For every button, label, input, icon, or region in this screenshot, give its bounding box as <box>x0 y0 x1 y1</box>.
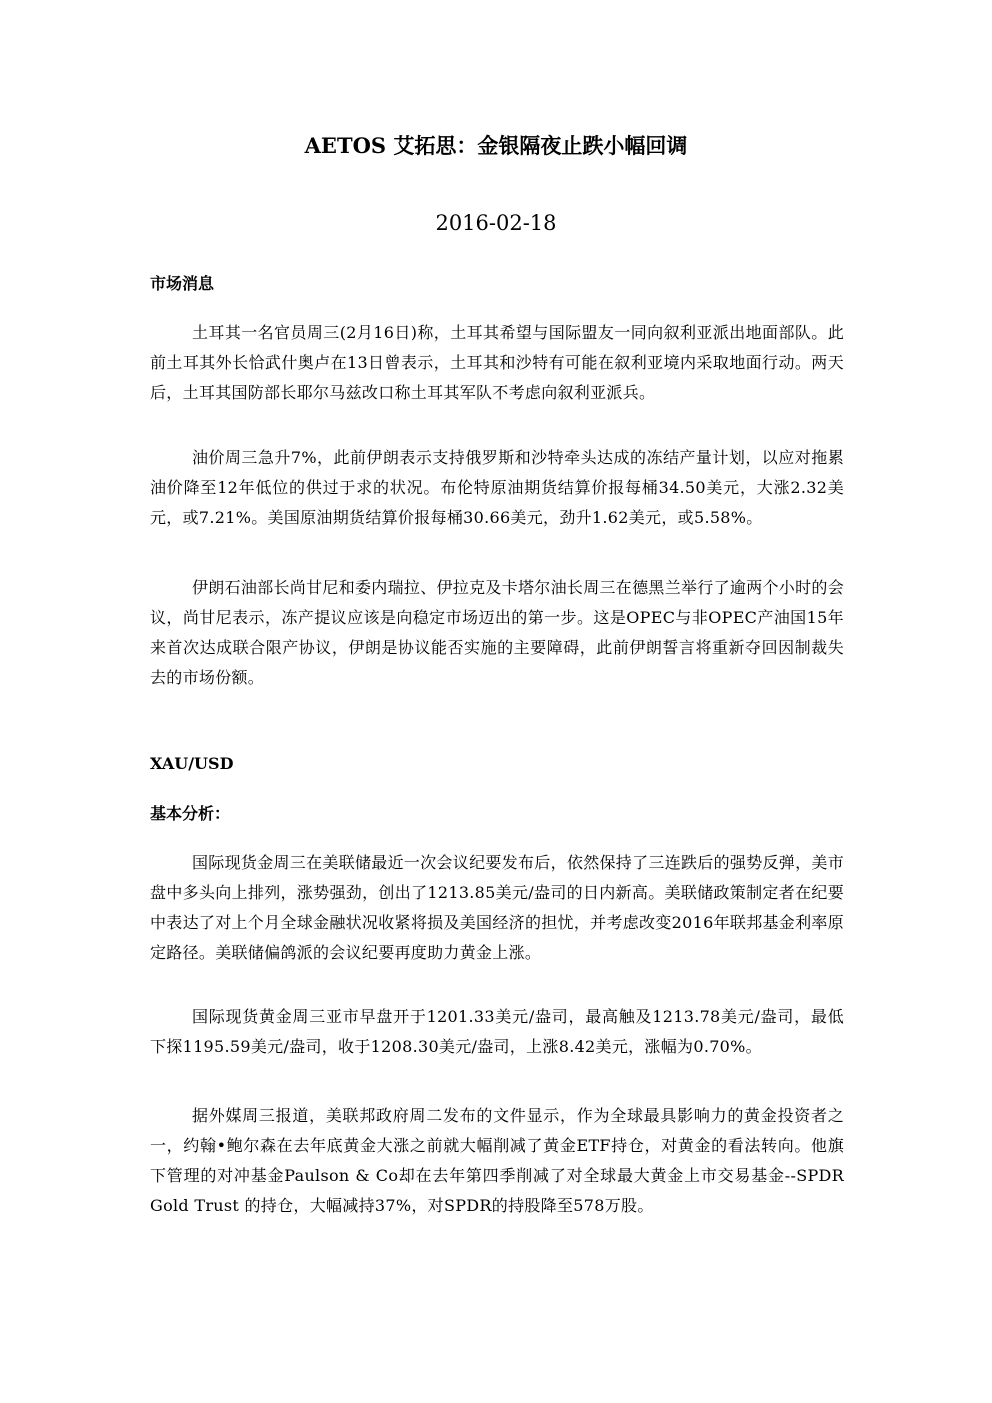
section-heading-xau-usd: XAU/USD <box>150 754 234 773</box>
subheading-fundamental-analysis: 基本分析： <box>150 804 231 823</box>
paragraph: 据外媒周三报道，美联邦政府周二发布的文件显示，作为全球最具影响力的黄金投资者之一，约翰•鲍尔森在去年底黄金大涨之前就大幅削减了黄金ETF持仓，对黄金的看法转向。他旗下管理的对冲基金Paulson & Co却在去年第四季削减了对全球最大黄金上市交易基金--SPDR Gold Trust 的持仓，大幅减持37%，对SPDR的持股降至578万股。 <box>150 1106 844 1215</box>
paragraph: 伊朗石油部长尚甘尼和委内瑞拉、伊拉克及卡塔尔油长周三在德黑兰举行了逾两个小时的会议，尚甘尼表示，冻产提议应该是向稳定市场迈出的第一步。这是OPEC与非OPEC产油国15年来首次达成联合限产协议，伊朗是协议能否实施的主要障碍，此前伊朗誓言将重新夺回因制裁失去的市场份额。 <box>150 578 845 687</box>
paragraph: 国际现货金周三在美联储最近一次会议纪要发布后，依然保持了三连跌后的强势反弹，美市盘中多头向上排列，涨势强劲，创出了1213.85美元/盎司的日内新高。美联储政策制定者在纪要中表达了对上个月全球金融状况收紧将损及美国经济的担忧，并考虑改变2016年联邦基金利率原定路径。美联储偏鸽派的会议纪要再度助力黄金上涨。 <box>150 853 845 962</box>
document-date: 2016-02-18 <box>435 211 557 235</box>
document-title: AETOS 艾拓思：金银隔夜止跌小幅回调 <box>304 133 688 158</box>
section-heading-market-news: 市场消息 <box>150 274 215 293</box>
paragraph: 油价周三急升7%，此前伊朗表示支持俄罗斯和沙特牵头达成的冻结产量计划，以应对拖累油价降至12年低位的供过于求的状况。布伦特原油期货结算价报每桶34.50美元，大涨2.32美元，或7.21%。美国原油期货结算价报每桶30.66美元，劲升1.62美元，或5.58%。 <box>150 448 844 527</box>
paragraph: 国际现货黄金周三亚市早盘开于1201.33美元/盎司，最高触及1213.78美元/盎司，最低下探1195.59美元/盎司，收于1208.30美元/盎司，上涨8.42美元，涨幅为0.70%。 <box>150 1007 844 1056</box>
paragraph: 土耳其一名官员周三(2月16日)称，土耳其希望与国际盟友一同向叙利亚派出地面部队。此前土耳其外长恰武什奥卢在13日曾表示，土耳其和沙特有可能在叙利亚境内采取地面行动。两天后，土耳其国防部长耶尔马兹改口称土耳其军队不考虑向叙利亚派兵。 <box>150 323 844 402</box>
